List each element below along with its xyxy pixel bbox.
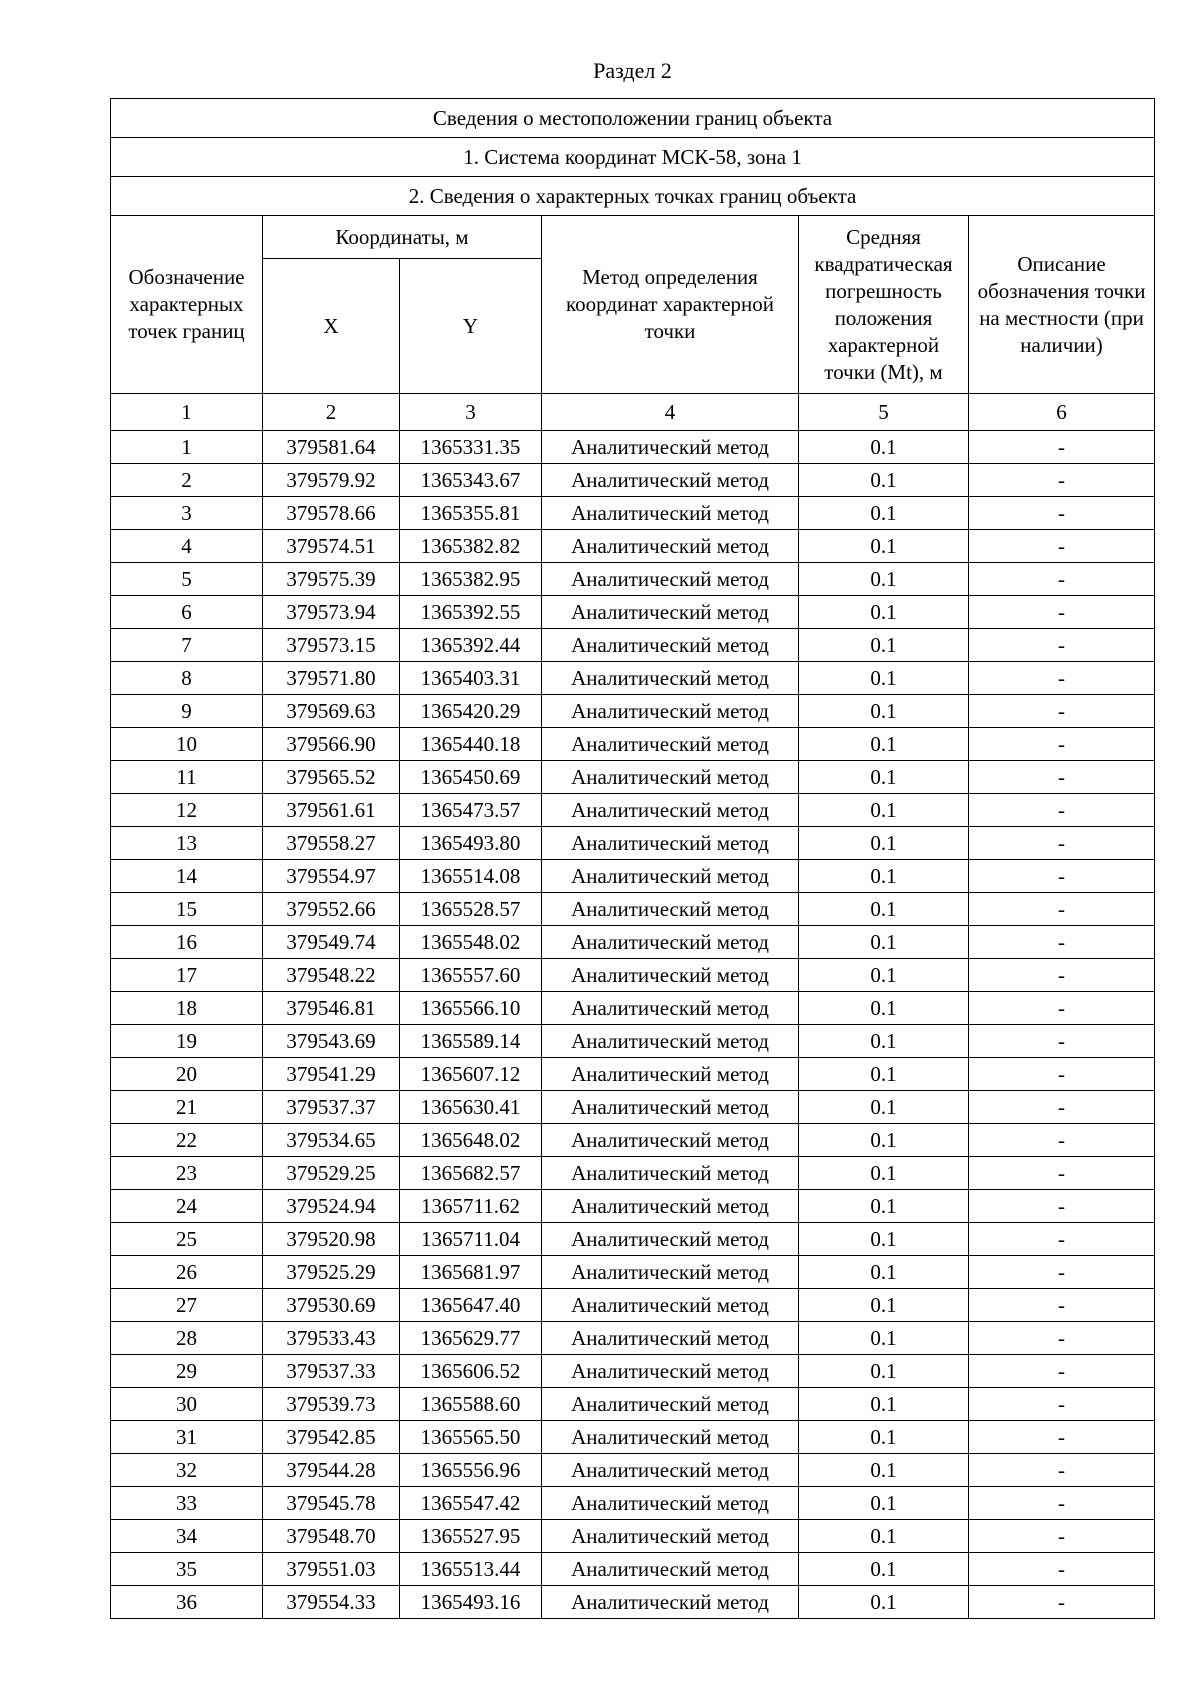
method-cell: Аналитический метод: [542, 695, 799, 728]
method-cell: Аналитический метод: [542, 662, 799, 695]
table-row: [111, 1322, 1155, 1355]
error-cell: 0.1: [799, 629, 969, 662]
error-cell: 0.1: [799, 926, 969, 959]
description-cell: -: [969, 1091, 1155, 1124]
point-number-cell: 9: [111, 695, 263, 728]
y-coordinate-cell: 1365682.57: [400, 1157, 542, 1190]
x-coordinate-cell: 379545.78: [263, 1487, 400, 1520]
point-number-cell: 12: [111, 794, 263, 827]
description-cell: -: [969, 662, 1155, 695]
table-row: [111, 1487, 1155, 1520]
description-cell: -: [969, 1289, 1155, 1322]
point-number-cell: 16: [111, 926, 263, 959]
error-cell: 0.1: [799, 1421, 969, 1454]
method-cell: Аналитический метод: [542, 1454, 799, 1487]
table-row: [111, 563, 1155, 596]
x-coordinate-cell: 379543.69: [263, 1025, 400, 1058]
table-row: [111, 431, 1155, 464]
x-coordinate-cell: 379573.94: [263, 596, 400, 629]
point-number-cell: 20: [111, 1058, 263, 1091]
description-cell: -: [969, 596, 1155, 629]
x-coordinate-cell: 379525.29: [263, 1256, 400, 1289]
table-row: [111, 629, 1155, 662]
description-cell: -: [969, 431, 1155, 464]
y-coordinate-cell: 1365648.02: [400, 1124, 542, 1157]
error-cell: 0.1: [799, 860, 969, 893]
point-number-cell: 28: [111, 1322, 263, 1355]
points-table-body: [111, 431, 1155, 1619]
y-coordinate-cell: 1365527.95: [400, 1520, 542, 1553]
x-coordinate-cell: 379574.51: [263, 530, 400, 563]
error-cell: 0.1: [799, 530, 969, 563]
description-cell: -: [969, 1190, 1155, 1223]
method-cell: Аналитический метод: [542, 761, 799, 794]
method-cell: Аналитический метод: [542, 1190, 799, 1223]
description-cell: -: [969, 1520, 1155, 1553]
table-row: [111, 1025, 1155, 1058]
x-coordinate-cell: 379549.74: [263, 926, 400, 959]
point-number-cell: 1: [111, 431, 263, 464]
table-row: [111, 695, 1155, 728]
x-coordinate-cell: 379569.63: [263, 695, 400, 728]
y-coordinate-cell: 1365420.29: [400, 695, 542, 728]
y-coordinate-cell: 1365681.97: [400, 1256, 542, 1289]
method-cell: Аналитический метод: [542, 1256, 799, 1289]
x-coordinate-cell: 379533.43: [263, 1322, 400, 1355]
x-coordinate-cell: 379541.29: [263, 1058, 400, 1091]
boundary-points-table: [110, 98, 1155, 1619]
y-coordinate-cell: 1365343.67: [400, 464, 542, 497]
method-cell: Аналитический метод: [542, 530, 799, 563]
description-cell: -: [969, 1256, 1155, 1289]
x-coordinate-cell: 379565.52: [263, 761, 400, 794]
method-cell: Аналитический метод: [542, 464, 799, 497]
description-cell: -: [969, 1355, 1155, 1388]
table-row: [111, 1355, 1155, 1388]
point-number-cell: 36: [111, 1586, 263, 1619]
y-coordinate-cell: 1365589.14: [400, 1025, 542, 1058]
point-number-cell: 34: [111, 1520, 263, 1553]
point-number-cell: 10: [111, 728, 263, 761]
point-number-cell: 7: [111, 629, 263, 662]
method-cell: Аналитический метод: [542, 794, 799, 827]
error-cell: 0.1: [799, 1289, 969, 1322]
y-coordinate-cell: 1365493.80: [400, 827, 542, 860]
method-cell: Аналитический метод: [542, 827, 799, 860]
point-number-cell: 30: [111, 1388, 263, 1421]
description-cell: -: [969, 530, 1155, 563]
method-cell: Аналитический метод: [542, 1322, 799, 1355]
point-number-cell: 23: [111, 1157, 263, 1190]
y-coordinate-cell: 1365548.02: [400, 926, 542, 959]
y-coordinate-cell: 1365392.55: [400, 596, 542, 629]
description-cell: -: [969, 893, 1155, 926]
description-cell: -: [969, 860, 1155, 893]
error-cell: 0.1: [799, 959, 969, 992]
header-y: Y: [400, 259, 542, 394]
point-number-cell: 17: [111, 959, 263, 992]
error-cell: 0.1: [799, 1223, 969, 1256]
table-row: [111, 1289, 1155, 1322]
table-row: [111, 1091, 1155, 1124]
x-coordinate-cell: 379546.81: [263, 992, 400, 1025]
table-row: [111, 1058, 1155, 1091]
error-cell: 0.1: [799, 1058, 969, 1091]
description-cell: -: [969, 794, 1155, 827]
x-coordinate-cell: 379581.64: [263, 431, 400, 464]
y-coordinate-cell: 1365711.62: [400, 1190, 542, 1223]
error-cell: 0.1: [799, 1157, 969, 1190]
error-cell: 0.1: [799, 728, 969, 761]
description-cell: -: [969, 761, 1155, 794]
table-row: [111, 464, 1155, 497]
header-x: X: [263, 259, 400, 394]
x-coordinate-cell: 379554.33: [263, 1586, 400, 1619]
y-coordinate-cell: 1365547.42: [400, 1487, 542, 1520]
description-cell: -: [969, 629, 1155, 662]
description-cell: -: [969, 1454, 1155, 1487]
description-cell: -: [969, 1388, 1155, 1421]
error-cell: 0.1: [799, 695, 969, 728]
point-number-cell: 19: [111, 1025, 263, 1058]
description-cell: -: [969, 959, 1155, 992]
method-cell: Аналитический метод: [542, 992, 799, 1025]
method-cell: Аналитический метод: [542, 1025, 799, 1058]
point-number-cell: 35: [111, 1553, 263, 1586]
method-cell: Аналитический метод: [542, 959, 799, 992]
table-row: [111, 1553, 1155, 1586]
error-cell: 0.1: [799, 596, 969, 629]
method-cell: Аналитический метод: [542, 629, 799, 662]
column-number: 4: [542, 394, 799, 431]
point-number-cell: 3: [111, 497, 263, 530]
point-number-cell: 26: [111, 1256, 263, 1289]
point-number-cell: 8: [111, 662, 263, 695]
point-number-cell: 22: [111, 1124, 263, 1157]
y-coordinate-cell: 1365607.12: [400, 1058, 542, 1091]
table-row: [111, 827, 1155, 860]
description-cell: -: [969, 497, 1155, 530]
table-row: [111, 1454, 1155, 1487]
error-cell: 0.1: [799, 1256, 969, 1289]
y-coordinate-cell: 1365629.77: [400, 1322, 542, 1355]
error-cell: 0.1: [799, 1586, 969, 1619]
description-cell: -: [969, 1586, 1155, 1619]
description-cell: -: [969, 464, 1155, 497]
column-number: 5: [799, 394, 969, 431]
method-cell: Аналитический метод: [542, 1520, 799, 1553]
description-cell: -: [969, 1322, 1155, 1355]
y-coordinate-cell: 1365565.50: [400, 1421, 542, 1454]
y-coordinate-cell: 1365513.44: [400, 1553, 542, 1586]
x-coordinate-cell: 379548.22: [263, 959, 400, 992]
error-cell: 0.1: [799, 761, 969, 794]
method-cell: Аналитический метод: [542, 1586, 799, 1619]
error-cell: 0.1: [799, 1355, 969, 1388]
y-coordinate-cell: 1365647.40: [400, 1289, 542, 1322]
x-coordinate-cell: 379579.92: [263, 464, 400, 497]
x-coordinate-cell: 379573.15: [263, 629, 400, 662]
error-cell: 0.1: [799, 1454, 969, 1487]
description-cell: -: [969, 1058, 1155, 1091]
method-cell: Аналитический метод: [542, 1124, 799, 1157]
x-coordinate-cell: 379575.39: [263, 563, 400, 596]
x-coordinate-cell: 379539.73: [263, 1388, 400, 1421]
point-number-cell: 5: [111, 563, 263, 596]
error-cell: 0.1: [799, 827, 969, 860]
method-cell: Аналитический метод: [542, 1058, 799, 1091]
column-number: 2: [263, 394, 400, 431]
error-cell: 0.1: [799, 1520, 969, 1553]
x-coordinate-cell: 379529.25: [263, 1157, 400, 1190]
table-row: [111, 926, 1155, 959]
table-row: [111, 662, 1155, 695]
description-cell: -: [969, 695, 1155, 728]
error-cell: 0.1: [799, 662, 969, 695]
table-row: [111, 1256, 1155, 1289]
description-cell: -: [969, 827, 1155, 860]
error-cell: 0.1: [799, 1388, 969, 1421]
y-coordinate-cell: 1365711.04: [400, 1223, 542, 1256]
y-coordinate-cell: 1365355.81: [400, 497, 542, 530]
point-number-cell: 18: [111, 992, 263, 1025]
table-row: [111, 992, 1155, 1025]
x-coordinate-cell: 379561.61: [263, 794, 400, 827]
method-cell: Аналитический метод: [542, 1553, 799, 1586]
y-coordinate-cell: 1365403.31: [400, 662, 542, 695]
point-number-cell: 24: [111, 1190, 263, 1223]
y-coordinate-cell: 1365450.69: [400, 761, 542, 794]
method-cell: Аналитический метод: [542, 893, 799, 926]
table-row: [111, 1124, 1155, 1157]
x-coordinate-cell: 379558.27: [263, 827, 400, 860]
table-row: [111, 893, 1155, 926]
x-coordinate-cell: 379571.80: [263, 662, 400, 695]
y-coordinate-cell: 1365606.52: [400, 1355, 542, 1388]
table-row: [111, 794, 1155, 827]
table-row: [111, 1223, 1155, 1256]
table-row: [111, 1520, 1155, 1553]
y-coordinate-cell: 1365566.10: [400, 992, 542, 1025]
point-number-cell: 11: [111, 761, 263, 794]
x-coordinate-cell: 379520.98: [263, 1223, 400, 1256]
x-coordinate-cell: 379578.66: [263, 497, 400, 530]
error-cell: 0.1: [799, 794, 969, 827]
table-row: [111, 596, 1155, 629]
method-cell: Аналитический метод: [542, 1421, 799, 1454]
y-coordinate-cell: 1365556.96: [400, 1454, 542, 1487]
table-row: [111, 1157, 1155, 1190]
table-row: [111, 530, 1155, 563]
error-cell: 0.1: [799, 464, 969, 497]
method-cell: Аналитический метод: [542, 1091, 799, 1124]
error-cell: 0.1: [799, 1487, 969, 1520]
description-cell: -: [969, 992, 1155, 1025]
y-coordinate-cell: 1365473.57: [400, 794, 542, 827]
point-number-cell: 14: [111, 860, 263, 893]
error-cell: 0.1: [799, 1553, 969, 1586]
table-row: [111, 1388, 1155, 1421]
description-cell: -: [969, 1223, 1155, 1256]
header-description: Описание обозначения точки на местности (при наличии): [969, 216, 1155, 394]
column-number: 1: [111, 394, 263, 431]
description-cell: -: [969, 1553, 1155, 1586]
y-coordinate-cell: 1365557.60: [400, 959, 542, 992]
coordinate-system: 1. Система координат МСК-58, зона 1: [111, 138, 1155, 177]
point-number-cell: 25: [111, 1223, 263, 1256]
y-coordinate-cell: 1365514.08: [400, 860, 542, 893]
y-coordinate-cell: 1365493.16: [400, 1586, 542, 1619]
description-cell: -: [969, 1157, 1155, 1190]
method-cell: Аналитический метод: [542, 1289, 799, 1322]
section-title: Раздел 2: [593, 58, 672, 83]
error-cell: 0.1: [799, 431, 969, 464]
x-coordinate-cell: 379524.94: [263, 1190, 400, 1223]
header-coordinates: Координаты, м: [263, 216, 542, 259]
method-cell: Аналитический метод: [542, 728, 799, 761]
point-number-cell: 15: [111, 893, 263, 926]
x-coordinate-cell: 379537.37: [263, 1091, 400, 1124]
table-row: [111, 1421, 1155, 1454]
y-coordinate-cell: 1365392.44: [400, 629, 542, 662]
point-number-cell: 32: [111, 1454, 263, 1487]
y-coordinate-cell: 1365630.41: [400, 1091, 542, 1124]
method-cell: Аналитический метод: [542, 431, 799, 464]
table-row: [111, 959, 1155, 992]
table-row: [111, 728, 1155, 761]
description-cell: -: [969, 1124, 1155, 1157]
method-cell: Аналитический метод: [542, 860, 799, 893]
method-cell: Аналитический метод: [542, 1388, 799, 1421]
point-number-cell: 2: [111, 464, 263, 497]
method-cell: Аналитический метод: [542, 1487, 799, 1520]
method-cell: Аналитический метод: [542, 497, 799, 530]
x-coordinate-cell: 379544.28: [263, 1454, 400, 1487]
x-coordinate-cell: 379534.65: [263, 1124, 400, 1157]
method-cell: Аналитический метод: [542, 926, 799, 959]
method-cell: Аналитический метод: [542, 596, 799, 629]
method-cell: Аналитический метод: [542, 563, 799, 596]
column-number: 6: [969, 394, 1155, 431]
points-caption: 2. Сведения о характерных точках границ объекта: [111, 177, 1155, 216]
table-row: [111, 1586, 1155, 1619]
error-cell: 0.1: [799, 497, 969, 530]
point-number-cell: 21: [111, 1091, 263, 1124]
error-cell: 0.1: [799, 1124, 969, 1157]
table-title: Сведения о местоположении границ объекта: [111, 99, 1155, 138]
x-coordinate-cell: 379566.90: [263, 728, 400, 761]
error-cell: 0.1: [799, 1190, 969, 1223]
y-coordinate-cell: 1365528.57: [400, 893, 542, 926]
error-cell: 0.1: [799, 992, 969, 1025]
y-coordinate-cell: 1365588.60: [400, 1388, 542, 1421]
x-coordinate-cell: 379554.97: [263, 860, 400, 893]
error-cell: 0.1: [799, 563, 969, 596]
x-coordinate-cell: 379530.69: [263, 1289, 400, 1322]
x-coordinate-cell: 379542.85: [263, 1421, 400, 1454]
point-number-cell: 33: [111, 1487, 263, 1520]
y-coordinate-cell: 1365440.18: [400, 728, 542, 761]
error-cell: 0.1: [799, 893, 969, 926]
column-number: 3: [400, 394, 542, 431]
point-number-cell: 13: [111, 827, 263, 860]
description-cell: -: [969, 1421, 1155, 1454]
description-cell: -: [969, 728, 1155, 761]
error-cell: 0.1: [799, 1025, 969, 1058]
table-row: [111, 1190, 1155, 1223]
header-error: Средняя квадратическая погрешность положения характерной точки (Mt), м: [799, 216, 969, 394]
method-cell: Аналитический метод: [542, 1223, 799, 1256]
header-point-label: Обозначение характерных точек границ: [111, 216, 263, 394]
description-cell: -: [969, 1487, 1155, 1520]
y-coordinate-cell: 1365331.35: [400, 431, 542, 464]
method-cell: Аналитический метод: [542, 1157, 799, 1190]
x-coordinate-cell: 379537.33: [263, 1355, 400, 1388]
y-coordinate-cell: 1365382.95: [400, 563, 542, 596]
table-row: [111, 761, 1155, 794]
error-cell: 0.1: [799, 1091, 969, 1124]
description-cell: -: [969, 1025, 1155, 1058]
description-cell: -: [969, 563, 1155, 596]
x-coordinate-cell: 379548.70: [263, 1520, 400, 1553]
x-coordinate-cell: 379551.03: [263, 1553, 400, 1586]
point-number-cell: 27: [111, 1289, 263, 1322]
error-cell: 0.1: [799, 1322, 969, 1355]
table-row: [111, 860, 1155, 893]
y-coordinate-cell: 1365382.82: [400, 530, 542, 563]
point-number-cell: 31: [111, 1421, 263, 1454]
point-number-cell: 4: [111, 530, 263, 563]
method-cell: Аналитический метод: [542, 1355, 799, 1388]
point-number-cell: 29: [111, 1355, 263, 1388]
x-coordinate-cell: 379552.66: [263, 893, 400, 926]
header-method: Метод определения координат характерной точки: [542, 216, 799, 394]
table-row: [111, 497, 1155, 530]
point-number-cell: 6: [111, 596, 263, 629]
description-cell: -: [969, 926, 1155, 959]
